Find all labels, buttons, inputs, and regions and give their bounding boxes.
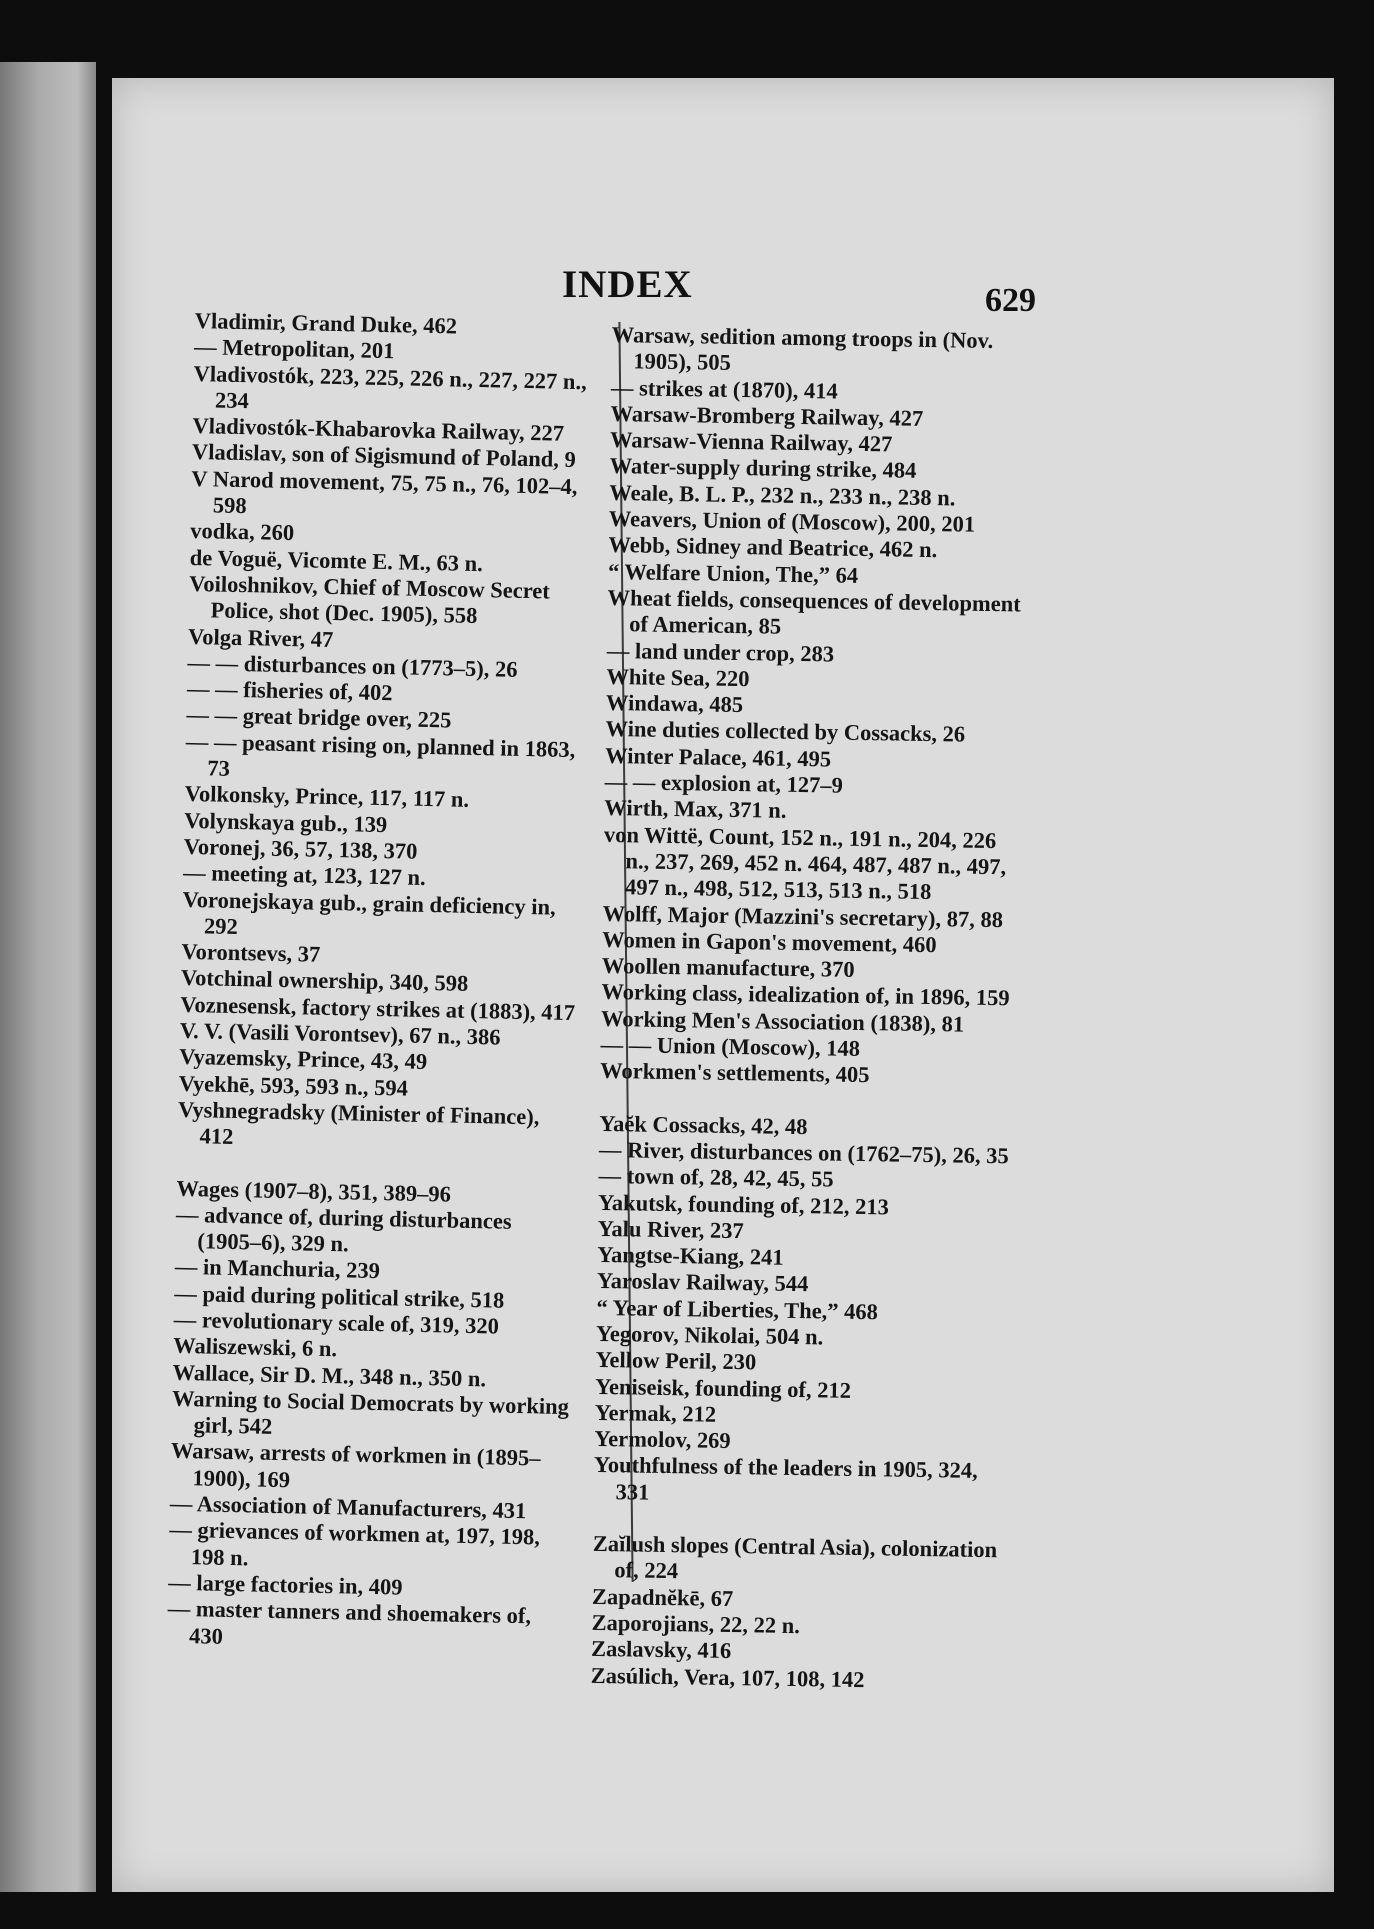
index-entry: Yaroslav Railway, 544 [596,1268,809,1297]
page-title: INDEX [562,263,693,306]
index-entry: — River, disturbances on (1762–75), 26, 35 [598,1136,1009,1169]
index-entry: — revolutionary scale of, 319, 320 [173,1306,500,1339]
index-entry: Warsaw-Vienna Railway, 427 [609,427,893,457]
index-entry: — — great bridge over, 225 [186,702,452,733]
index-entry: — in Manchuria, 239 [174,1254,381,1284]
index-entry: — — Union (Moscow), 148 [600,1031,861,1061]
index-entry: — town of, 28, 42, 45, 55 [598,1163,834,1192]
index-entry: Vyazemsky, Prince, 43, 49 [179,1044,428,1075]
index-entry: Vorontsevs, 37 [181,938,321,967]
index-entry: — — fisheries of, 402 [186,676,393,706]
index-entry: White Sea, 220 [606,663,750,692]
index-entry: V Narod movement, 75, 75 n., 76, 102–4, 598 [191,465,578,519]
index-entry: Vladivostók, 223, 225, 226 n., 227, 227 n., 234 [193,360,587,414]
index-entry: “ Year of Liberties, The,” 468 [596,1294,879,1324]
index-entry: Yangtse-Kiang, 241 [597,1241,784,1270]
index-entry: — — explosion at, 127–9 [604,768,844,798]
index-entry: Yermolov, 269 [594,1426,731,1454]
index-entry: Working Men's Association (1838), 81 [600,1005,965,1037]
index-entry: Warsaw, sedition among troops in (Nov. 1905), 505 [611,322,994,376]
index-entry: vodka, 260 [190,518,295,546]
page-number: 629 [985,282,1036,319]
index-entry: Warsaw, arrests of workmen in (1895–1900), 169 [170,1438,541,1493]
index-entry: Wolff, Major (Mazzini's secretary), 87, 88 [602,900,1004,932]
index-entry: Voronejskaya gub., grain deficiency in, 292 [182,886,556,939]
index-entry: — grievances of workmen at, 197, 198, 198 n. [169,1517,541,1571]
index-entry: Waliszewski, 6 n. [173,1333,338,1362]
index-entry: Volynskaya gub., 139 [184,807,388,837]
index-entry: Zaporojians, 22, 22 n. [591,1609,801,1639]
index-entry: Yellow Peril, 230 [595,1347,757,1375]
index-entry: Zaĭlush slopes (Central Asia), colonization of, 224 [592,1530,998,1584]
index-entry: Voiloshnikov, Chief of Moscow Secret Police, shot (Dec. 1905), 558 [188,570,551,629]
index-entry: Yakutsk, founding of, 212, 213 [597,1189,890,1219]
index-entry: Youthfulness of the leaders in 1905, 324, 331 [593,1452,978,1505]
index-entry: Working class, idealization of, in 1896, 159 [601,979,1010,1011]
index-entry: “ Welfare Union, The,” 64 [607,558,859,588]
index-entry: Volga River, 47 [187,623,334,652]
index-entry: Yermak, 212 [594,1399,717,1427]
index-entry: Voznesensk, factory strikes at (1883), 417 [180,991,576,1025]
index-entry: Winter Palace, 461, 495 [604,742,832,772]
index-entry: Wallace, Sir D. M., 348 n., 350 n. [172,1359,487,1391]
index-entry: — advance of, during disturbances (1905–6), 329 n. [175,1201,512,1257]
index-entry: Zapadnĕkē, 67 [591,1583,734,1611]
index-entry: Wheat fields, consequences of development of American, 85 [607,584,1021,639]
index-entry: — — peasant rising on, planned in 1863, 73 [185,728,576,781]
index-entry: Vyekhē, 593, 593 n., 594 [178,1070,409,1101]
index-entry: — strikes at (1870), 414 [610,374,839,404]
index-entry: Yegorov, Nikolai, 504 n. [595,1320,824,1350]
index-entry: Weavers, Union of (Moscow), 200, 201 [608,506,976,537]
index-entry: Yalu River, 237 [597,1215,745,1243]
index-entry: von Wittë, Count, 152 n., 191 n., 204, 226 n., 237, 269, 452 n. 464, 487, 487 n., 497, 497 n., 498, 512, 513, 513 n., 518 [603,821,1007,905]
index-entry: — large factories in, 409 [168,1569,403,1600]
index-entry: Women in Gapon's movement, 460 [602,926,937,958]
index-entry: — meeting at, 123, 127 n. [182,860,426,891]
index-column-left [167,308,595,1657]
index-entry: — paid during political strike, 518 [174,1280,505,1313]
index-entry: Votchinal ownership, 340, 598 [180,965,469,997]
index-entry: Wine duties collected by Cossacks, 26 [605,716,966,748]
index-entry: Warsaw-Bromberg Railway, 427 [610,400,924,431]
index-entry: Vladimir, Grand Duke, 462 [194,308,458,339]
index-entry: Yaĕk Cossacks, 42, 48 [599,1110,808,1139]
index-entry: Vladislav, son of Sigismund of Poland, 9 [191,439,577,473]
index-entry: Zaslavsky, 416 [590,1636,732,1664]
index-entry: Water-supply during strike, 484 [609,453,917,484]
index-entry: Vyshnegradsky (Minister of Finance), 412 [177,1096,540,1150]
index-entry: V. V. (Vasili Vorontsev), 67 n., 386 [179,1017,501,1050]
index-entry: Zasúlich, Vera, 107, 108, 142 [590,1662,865,1692]
index-entry: Yeniseisk, founding of, 212 [595,1373,852,1403]
index-entry: Weale, B. L. P., 232 n., 233 n., 238 n. [609,479,956,511]
index-entry: Voronej, 36, 57, 138, 370 [183,833,418,864]
index-entry: de Voguë, Vicomte E. M., 63 n. [189,544,484,576]
index-entry: Volkonsky, Prince, 117, 117 n. [184,781,470,813]
index-entry: Workmen's settlements, 405 [600,1058,870,1088]
index-entry: Vladivostók-Khabarovka Railway, 227 [192,413,565,446]
index-entry: Woollen manufacture, 370 [601,953,855,983]
index-entry: — Association of Manufacturers, 431 [169,1490,527,1524]
index-entry: Windawa, 485 [605,690,744,718]
index-entry: Webb, Sidney and Beatrice, 462 n. [608,532,938,563]
index-column-right [591,322,1032,1695]
index-entry: — land under crop, 283 [606,637,835,667]
adjacent-page-edge [0,62,96,1892]
index-entry: Wages (1907–8), 351, 389–96 [176,1175,452,1207]
index-entry: — — disturbances on (1773–5), 26 [187,649,518,682]
index-entry: — Metropolitan, 201 [193,334,395,364]
index-entry: Wirth, Max, 371 n. [604,795,787,824]
index-entry: — master tanners and shoemakers of, 430 [167,1595,532,1649]
index-entry: Warning to Social Democrats by working girl, 542 [171,1385,570,1440]
